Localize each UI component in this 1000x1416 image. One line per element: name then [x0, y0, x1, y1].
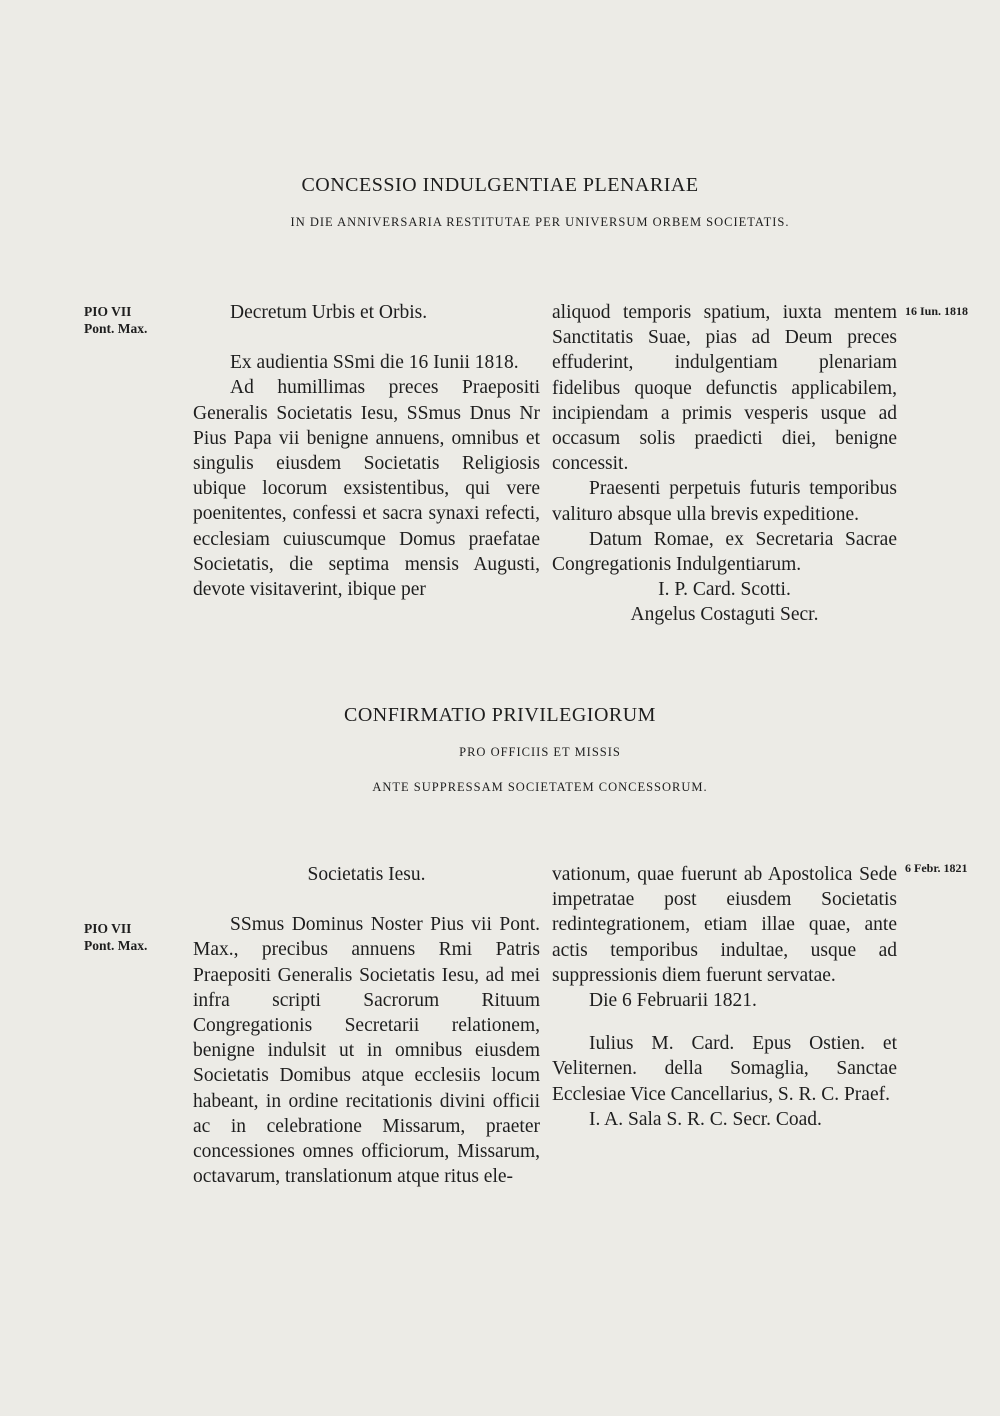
paragraph: Datum Romae, ex Secretaria Sacrae Congregationis Indulgentiarum. [552, 528, 897, 576]
signature: I. P. Card. Scotti. [658, 579, 791, 601]
section1-column-left [193, 300, 540, 602]
paragraph: vationum, quae fuerunt ab Apostolica Sede impetratae post eiusdem Societatis redintegrationem, etiam illae quae, ante actis temporibus indultae, usque ad suppressionis diem fuerunt servatae. [552, 864, 897, 986]
margin-pope-name: PIO VII [84, 304, 132, 319]
margin-date-1: 16 Iun. 1818 [905, 304, 969, 318]
paragraph: SSmus Dominus Noster Pius vii Pont. Max., precibus annuens Rmi Patris Praepositi Generalis Societatis Iesu, ad mei infra scripti Sacrorum Rituum Congregationis Secretarii relationem, benigne indulsit ut in omnibus eiusdem Societatis Domibus atque ecclesiis locum habeant, in ordine recitationis divini officii ac in celebratione Missarum, praeter concessiones omnes officiorum, Missarum, octavarum, translationum atque ritus ele- [193, 914, 540, 1188]
heading-privileges-subtitle-2: ANTE SUPPRESSAM SOCIETATEM CONCESSORUM. [372, 780, 708, 794]
paragraph: Decretum Urbis et Orbis. [230, 302, 428, 323]
paragraph: Die 6 Februarii 1821. [589, 990, 757, 1012]
paragraph: Iulius M. Card. Epus Ostien. et Veliternen. della Somaglia, Sanctae Ecclesiae Vice Cancellarius, S. R. C. Praef. [552, 1033, 897, 1105]
signature: Angelus Costaguti Secr. [630, 604, 819, 626]
margin-pope-title: Pont. Max. [84, 938, 148, 953]
heading-privileges-title: CONFIRMATIO PRIVILEGIORUM [344, 704, 656, 726]
heading-privileges-subtitle-1: PRO OFFICIIS ET MISSIS [459, 745, 621, 759]
paragraph: aliquod temporis spatium, iuxta mentem Sanctitatis Suae, pias ad Deum preces effuderint, indulgentiam plenariam fidelibus quoque defunctis applicabilem, incipiendam a primis vesperis usque ad occasum solis praedicti diei, benigne concessit. [552, 302, 897, 475]
paragraph: Ad humillimas preces Praepositi Generalis Societatis Iesu, SSmus Dnus Nr Pius Papa vii benigne annuens, omnibus et singulis eiusdem Societatis Religiosis ubique locorum exsistentibus, qui vere poenitentes, confessi et sacra synaxi refecti, ecclesiam cuiuscumque Domus praefatae Societatis, die septima mensis Augusti, devote visitaverint, ibique per [193, 377, 540, 601]
paragraph: Praesenti perpetuis futuris temporibus valituro absque ulla brevis expeditione. [552, 478, 897, 525]
margin-pope-title: Pont. Max. [84, 321, 148, 336]
heading-indulgence-subtitle: IN DIE ANNIVERSARIA RESTITUTAE PER UNIVERSUM ORBEM SOCIETATIS. [290, 215, 790, 229]
signature: I. A. Sala S. R. C. Secr. Coad. [589, 1108, 822, 1130]
section2-column-left [193, 862, 540, 1189]
section1-column-right [552, 300, 897, 628]
paragraph: Ex audientia SSmi die 16 Iunii 1818. [230, 352, 519, 374]
margin-note-pope-1 [84, 303, 184, 337]
margin-note-pope-2 [84, 920, 184, 954]
heading-indulgence-title: CONCESSIO INDULGENTIAE PLENARIAE [301, 174, 699, 196]
section2-column-right [552, 862, 897, 1132]
margin-date-2: 6 Febr. 1821 [905, 861, 968, 875]
margin-pope-name: PIO VII [84, 921, 132, 936]
paragraph: Societatis Iesu. [307, 864, 426, 885]
